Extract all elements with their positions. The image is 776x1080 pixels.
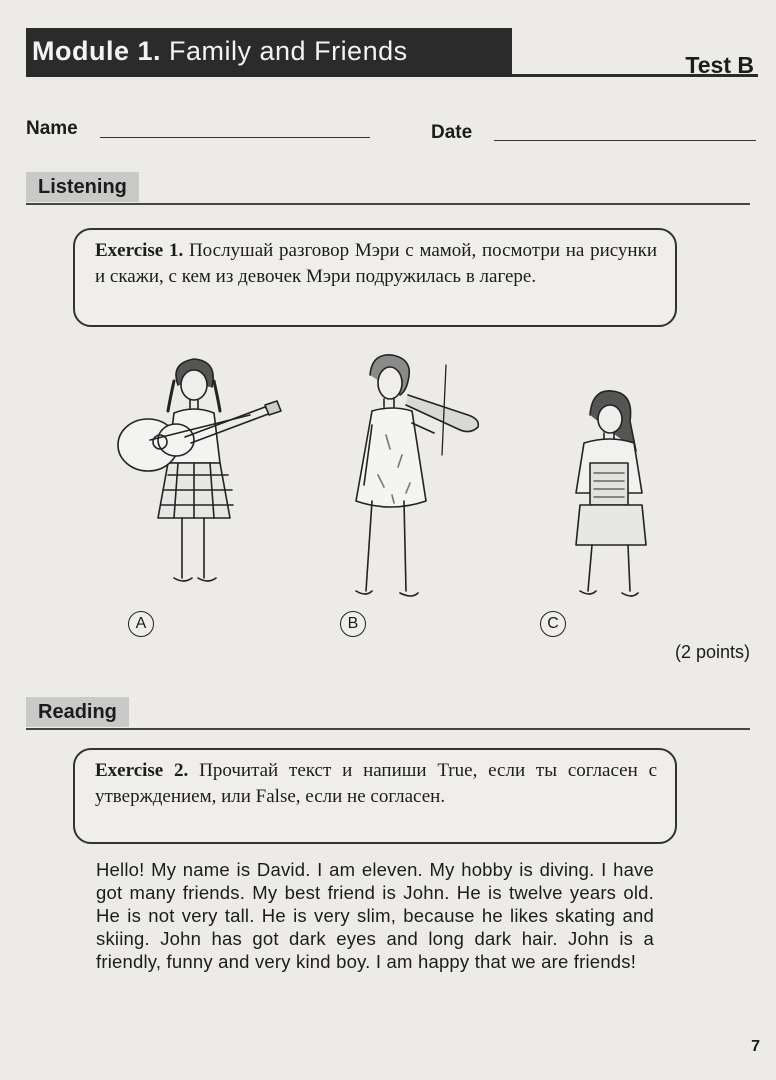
girl-b-figure <box>356 355 478 596</box>
listening-section-rule <box>26 203 750 205</box>
date-label: Date <box>431 122 473 143</box>
header-rule <box>26 74 758 77</box>
listening-section-tab: Listening <box>26 172 139 202</box>
option-a-circle[interactable]: A <box>128 611 154 637</box>
reading-passage: Hello! My name is David. I am eleven. My hobby is diving. I have got many friends. My best friend is John. He is twelve years old. He is not very tall. He is very slim, because he likes skating and skiing. John has got dark eyes and long dark hair. John is a friendly, funny and very kind boy. I am happy that we are friends! <box>96 859 654 972</box>
exercise-1-points: (2 points) <box>674 642 750 662</box>
option-c-circle[interactable]: C <box>540 611 566 637</box>
exercise-2-text: Прочитай текст и напиши True, если ты согласен с утверждением, или False, если не согласен. <box>95 760 658 807</box>
name-field[interactable] <box>100 137 370 138</box>
exercise-2-title: Exercise 2. <box>95 760 189 781</box>
exercise-1-title: Exercise 1. <box>95 240 184 261</box>
reading-section-rule <box>26 728 750 730</box>
exercise-2-box <box>73 748 677 844</box>
module-banner <box>26 28 512 74</box>
girls-illustration <box>90 345 690 645</box>
girl-c-figure <box>576 391 646 596</box>
module-title: Family and Friends <box>169 36 408 66</box>
test-label: Test B <box>685 52 754 78</box>
date-field[interactable] <box>494 140 756 141</box>
exercise-1-text: Послушай разговор Мэри с мамой, посмотри на рисунки и скажи, с кем из девочек Мэри подружилась в лагере. <box>95 240 657 287</box>
page-number: 7 <box>751 1038 760 1055</box>
option-b-circle[interactable]: B <box>340 611 366 637</box>
name-label: Name <box>26 118 78 139</box>
module-number: Module 1. <box>32 36 162 66</box>
reading-section-tab: Reading <box>26 697 129 727</box>
exercise-1-box <box>73 228 677 327</box>
girl-a-figure <box>118 359 281 581</box>
